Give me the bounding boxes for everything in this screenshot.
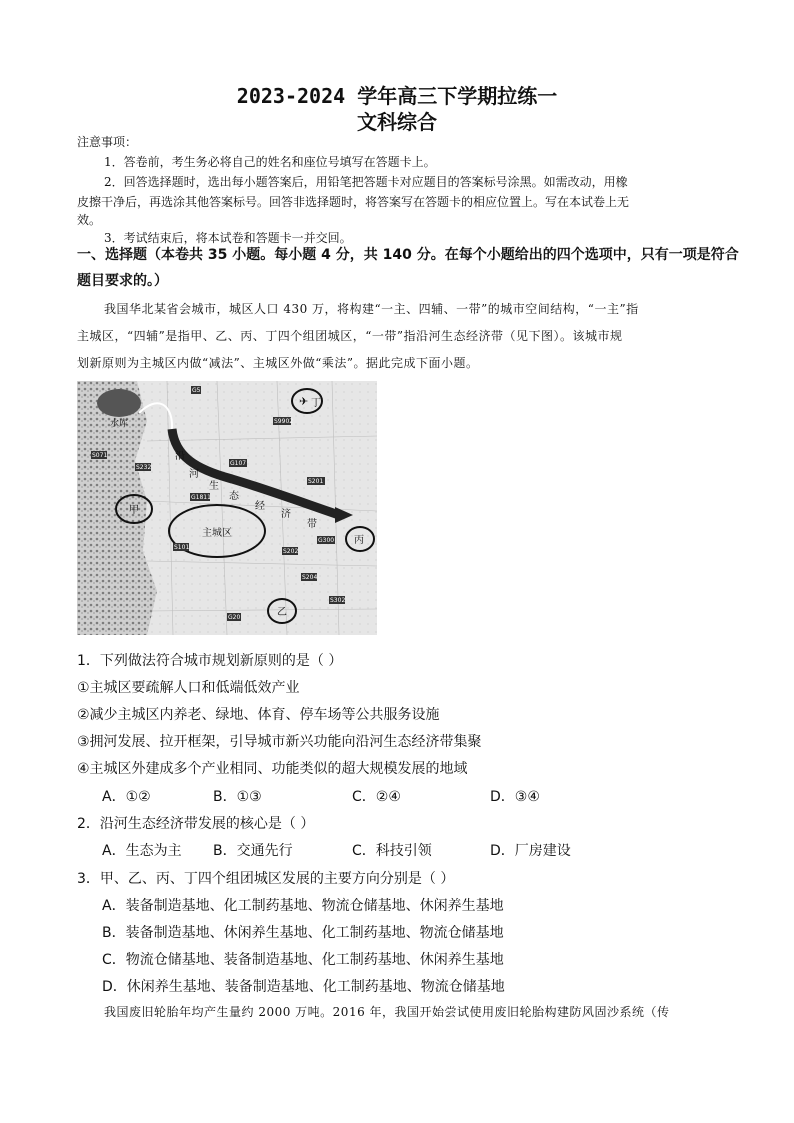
road-badge: S204 — [302, 574, 318, 581]
belt-char: 经 — [255, 501, 265, 512]
road-badge: S071 — [92, 452, 108, 459]
option-d[interactable]: D．休闲养生基地、装备制造基地、化工制药基地、物流仓储基地 — [102, 979, 505, 995]
notice-item: 2．回答选择题时，选出每小题答案后，用铅笔把答题卡对应题目的答案标号涂黑。如需改动，用橡 — [104, 175, 628, 189]
question-stem: 2．沿河生态经济带发展的核心是（ ） — [77, 816, 315, 832]
belt-char: 生 — [209, 481, 219, 492]
option-a[interactable]: A．生态为主 — [102, 843, 182, 859]
city-planning-map — [77, 381, 377, 635]
passage-line: 我国华北某省会城市，城区人口 430 万，将构建“一主、四辅、一带”的城市空间结构，“一主”指 — [104, 302, 639, 316]
bing-label: 丙 — [354, 535, 364, 546]
road-badge: G20 — [228, 614, 241, 621]
exam-title: 2023-2024 学年高三下学期拉练一 — [236, 84, 558, 108]
option-b[interactable]: B．装备制造基地、休闲养生基地、化工制药基地、物流仓储基地 — [102, 925, 504, 941]
notice-item: 1．答卷前，考生务必将自己的姓名和座位号填写在答题卡上。 — [104, 155, 436, 169]
notice-item: 3．考试结束后，将本试卷和答题卡一并交回。 — [104, 231, 352, 245]
question-statement: ①主城区要疏解人口和低端低效产业 — [77, 680, 300, 696]
exam-subtitle: 文科综合 — [357, 110, 437, 134]
option-c[interactable]: C．物流仓储基地、装备制造基地、化工制药基地、休闲养生基地 — [102, 952, 504, 968]
option-c[interactable]: C．②④ — [352, 789, 401, 805]
road-badge: S201 — [308, 478, 324, 485]
belt-char: 沿 — [175, 451, 185, 462]
road-badge: S232 — [136, 464, 152, 471]
passage-line: 主城区，“四辅”是指甲、乙、丙、丁四个组团城区，“一带”指沿河生态经济带（见下图）。该城市规 — [77, 329, 623, 343]
question-statement: ④主城区外建成多个产业相同、功能类似的超大规模发展的地域 — [77, 761, 468, 777]
road-badge: G5 — [192, 387, 201, 394]
notice-item: 皮擦干净后，再选涂其他答案标号。回答非选择题时，将答案写在答题卡的相应位置上。写在本试卷上无 — [77, 195, 630, 209]
option-c[interactable]: C．科技引领 — [352, 843, 432, 859]
section-heading-line1: 一、选择题（本卷共 35 小题。每小题 4 分，共 140 分。在每个小题给出的四个选项中，只有一项是符合 — [77, 247, 739, 263]
road-badge: G1811 — [191, 494, 211, 501]
question-stem: 3．甲、乙、丙、丁四个组团城区发展的主要方向分别是（ ） — [77, 871, 455, 887]
airplane-icon: ✈ — [299, 395, 309, 408]
notice-heading: 注意事项： — [77, 135, 138, 149]
passage-line: 划新原则为主城区内做“减法”、主城区外做“乘法”。据此完成下面小题。 — [77, 356, 479, 370]
road-badge: S101 — [174, 544, 190, 551]
option-b[interactable]: B．交通先行 — [213, 843, 293, 859]
notice-item: 效。 — [77, 213, 102, 227]
road-badge: G300 — [318, 537, 335, 544]
question-statement: ③拥河发展、拉开框架，引导城市新兴功能向沿河生态经济带集聚 — [77, 734, 482, 750]
belt-char: 济 — [281, 509, 291, 520]
reservoir-area — [97, 389, 141, 417]
road-badge: S9902 — [274, 418, 294, 425]
belt-char: 带 — [307, 519, 317, 530]
option-b[interactable]: B．①③ — [213, 789, 262, 805]
option-a[interactable]: A．①② — [102, 789, 151, 805]
option-d[interactable]: D．③④ — [490, 789, 540, 805]
reservoir-label: 水库 — [110, 419, 129, 429]
belt-char: 河 — [189, 469, 199, 480]
yi-label: 乙 — [277, 607, 287, 618]
road-badge: G107 — [230, 460, 247, 467]
jia-label: 甲 — [129, 505, 139, 516]
question-stem: 1．下列做法符合城市规划新原则的是（ ） — [77, 653, 343, 669]
road-badge: S202 — [283, 548, 299, 555]
section-heading-line2: 题目要求的。） — [77, 273, 168, 289]
option-d[interactable]: D．厂房建设 — [490, 843, 571, 859]
question-statement: ②减少主城区内养老、绿地、体育、停车场等公共服务设施 — [77, 707, 440, 723]
passage2-line: 我国废旧轮胎年均产生量约 2000 万吨。2016 年，我国开始尝试使用废旧轮胎构建防风固沙系统（传 — [104, 1005, 670, 1019]
belt-char: 态 — [229, 491, 239, 502]
ding-label: 丁 — [311, 398, 321, 409]
option-a[interactable]: A．装备制造基地、化工制药基地、物流仓储基地、休闲养生基地 — [102, 898, 504, 914]
main-city-label: 主城区 — [202, 528, 232, 539]
road-badge: S302 — [330, 597, 346, 604]
